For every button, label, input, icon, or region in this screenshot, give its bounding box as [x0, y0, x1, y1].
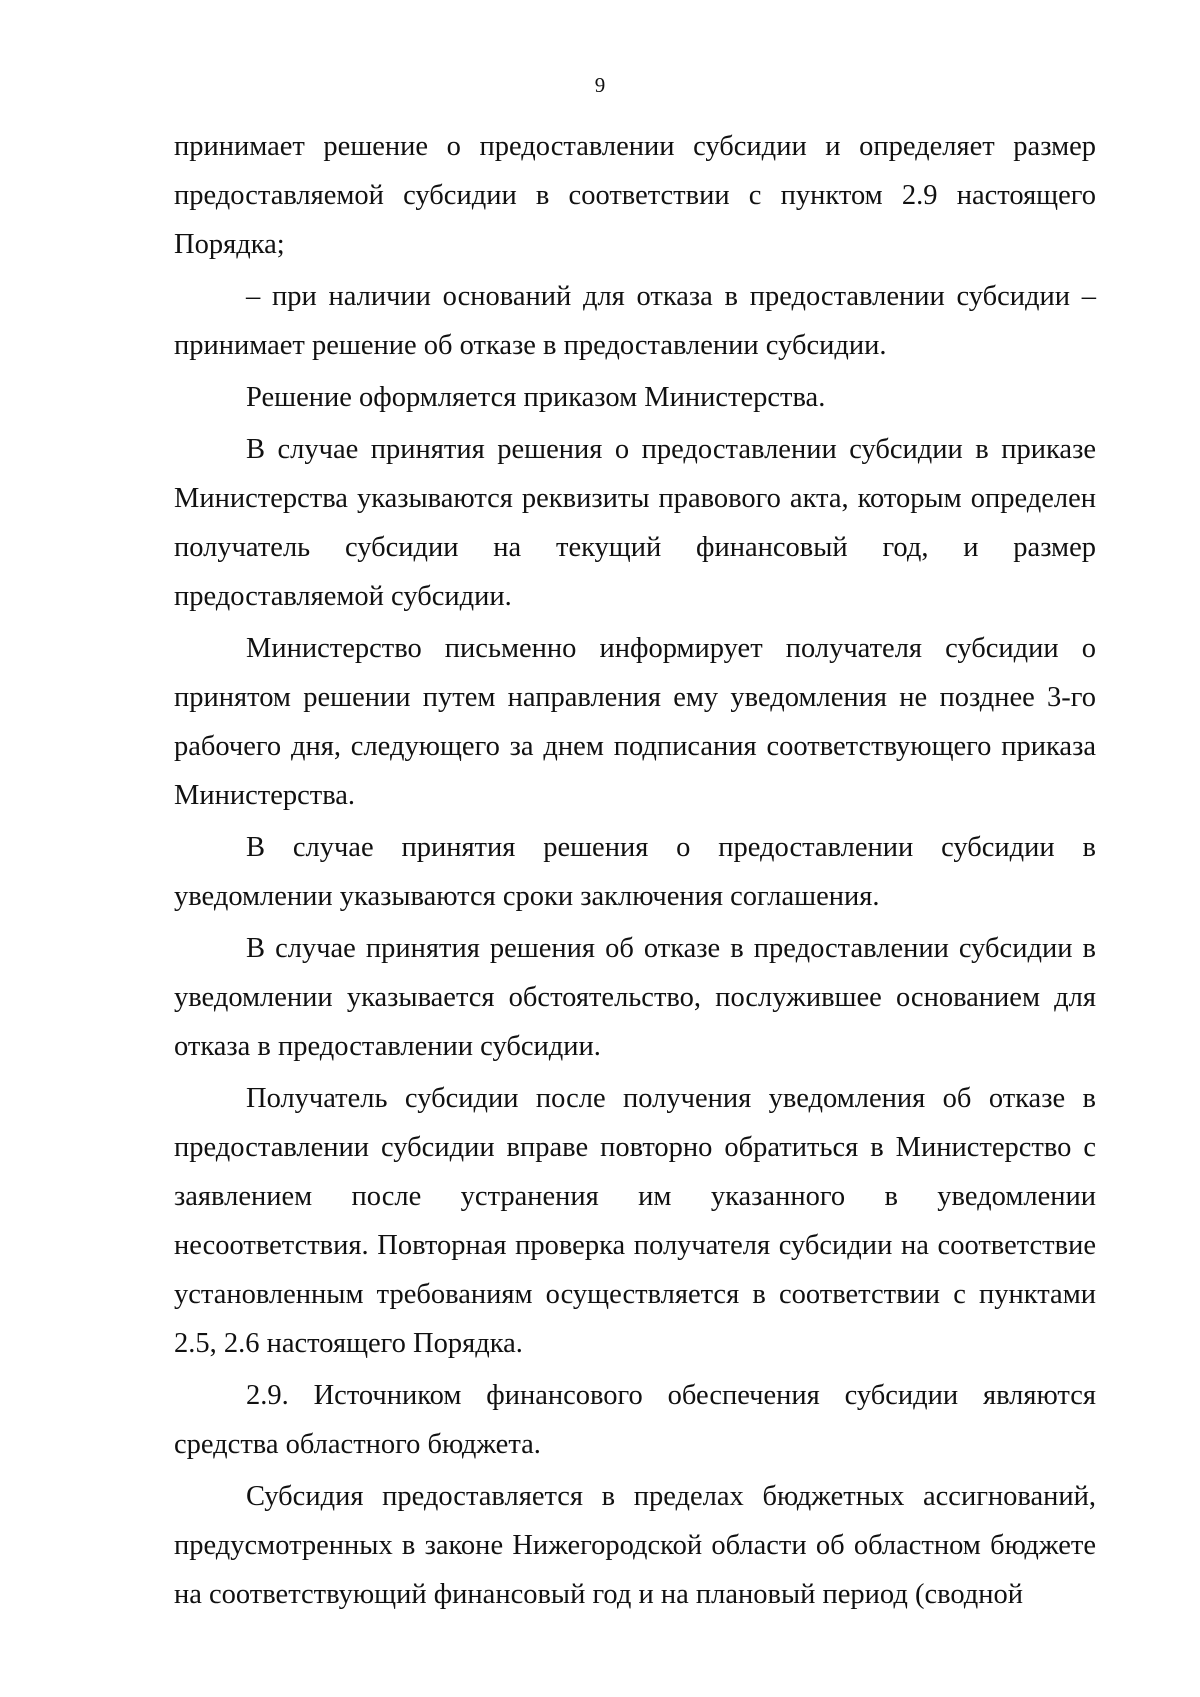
paragraph-section-2-9: 2.9. Источником финансового обеспечения субсидии являются средства областного бюджета.	[174, 1380, 1096, 1460]
paragraph-refusal-clause: – при наличии оснований для отказа в предоставлении субсидии – принимает решение об отказе в предоставлении субсидии.	[174, 281, 1096, 361]
paragraph-budget-limits: Субсидия предоставляется в пределах бюджетных ассигнований, предусмотренных в законе Нижегородской области об областном бюджете на соответствующий финансовый год и на плановый период (сводной	[174, 1481, 1096, 1610]
paragraph-continuation: принимает решение о предоставлении субсидии и определяет размер предоставляемой субсидии в соответствии с пунктом 2.9 настоящего Порядка;	[174, 131, 1096, 260]
page-number: 9	[594, 73, 606, 97]
paragraph-refusal-notice: В случае принятия решения об отказе в предоставлении субсидии в уведомлении указывается обстоятельство, послужившее основанием для отказа в предоставлении субсидии.	[174, 933, 1096, 1062]
paragraph-order-details: В случае принятия решения о предоставлении субсидии в приказе Министерства указываются реквизиты правового акта, которым определен получатель субсидии на текущий финансовый год, и размер предоставляемой субсидии.	[174, 434, 1096, 612]
document-body	[174, 122, 1096, 1619]
paragraph-decision-form: Решение оформляется приказом Министерства.	[246, 382, 826, 413]
paragraph-agreement-terms: В случае принятия решения о предоставлении субсидии в уведомлении указываются сроки заключения соглашения.	[174, 832, 1096, 912]
paragraph-notification: Министерство письменно информирует получателя субсидии о принятом решении путем направления ему уведомления не позднее 3-го рабочего дня, следующего за днем подписания соответствующего приказа Министерства.	[174, 633, 1096, 811]
paragraph-reapplication: Получатель субсидии после получения уведомления об отказе в предоставлении субсидии вправе повторно обратиться в Министерство с заявлением после устранения им указанного в уведомлении несоответствия. Повторная проверка получателя субсидии на соответствие установленным требованиям осуществляется в соответствии с пунктами 2.5, 2.6 настоящего Порядка.	[174, 1083, 1096, 1359]
